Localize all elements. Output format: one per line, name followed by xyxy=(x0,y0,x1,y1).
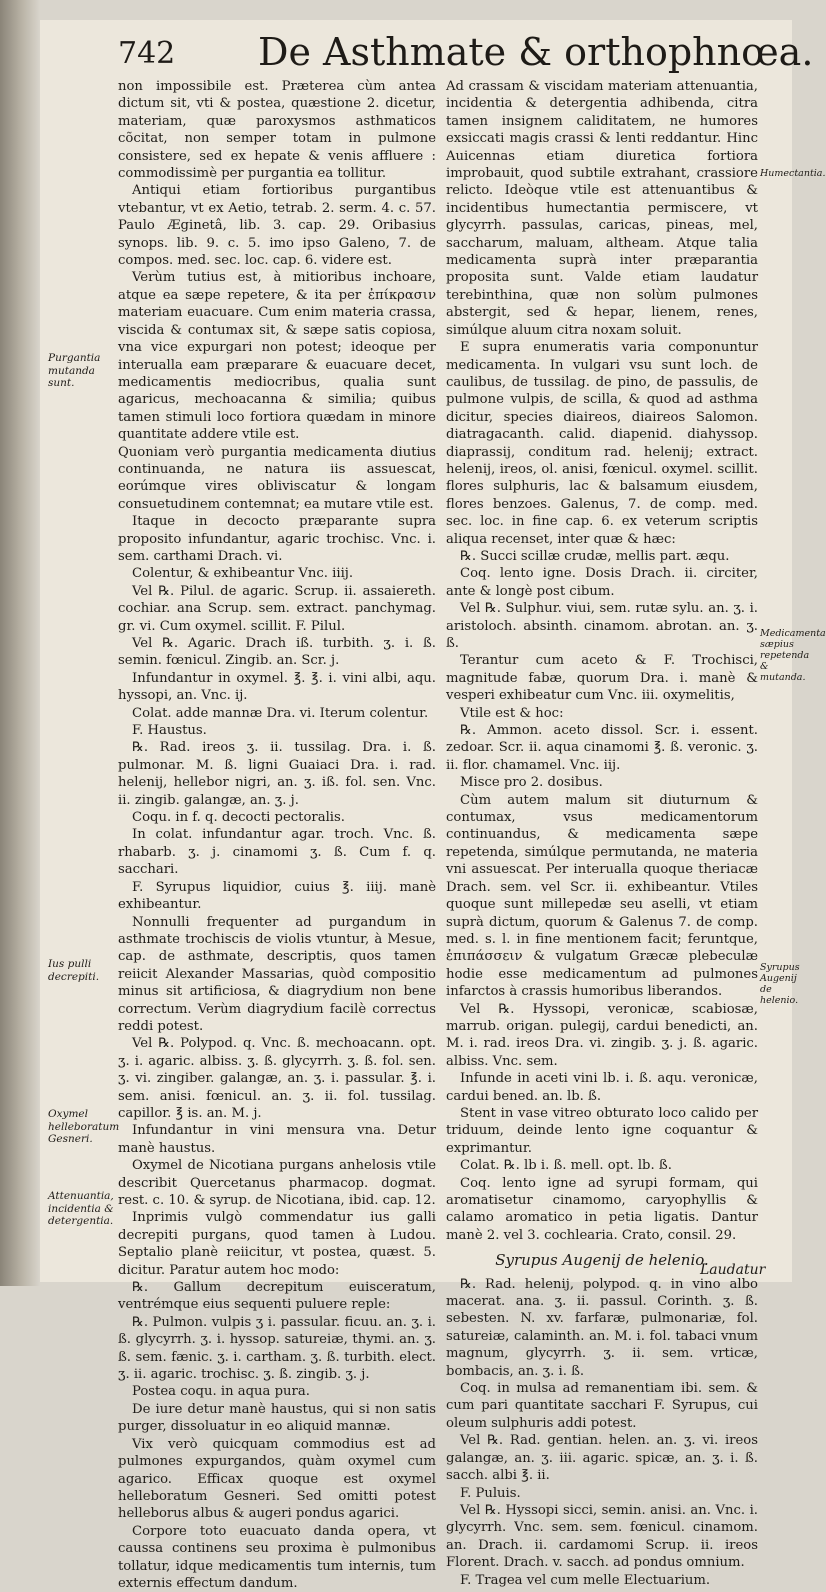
margin-note: Humectantia. xyxy=(760,168,826,179)
running-title: De Asthmate & orthophnœa. xyxy=(258,30,814,74)
recipe: Vel ℞. Rad. gentian. helen. an. ʒ. vi. ireos galangæ, an. ʒ. iii. agaric. spicæ, an. ʒ. i. ß. sacch. albi ℥. ii. xyxy=(446,1433,758,1484)
paragraph: Colat. adde mannæ Dra. vi. Iterum colentur. xyxy=(132,705,429,721)
paragraph: F. Haustus. xyxy=(132,723,207,739)
paragraph: Quoniam verò purgantia medicamenta diutius continuanda, ne natura iis assuescat, eorúmque vires obliviscatur & longam consuetudinem contemnat; ea mutare vtile est. xyxy=(118,444,436,512)
catchword: Laudatur xyxy=(700,1262,766,1278)
recipe: Vel ℞. Polypod. q. Vnc. ß. mechoacann. opt. ʒ. i. agaric. albiss. ʒ. ß. glycyrrh. ʒ. ß. fol. sen. ʒ. vi. zingiber. galangæ, an. ʒ. i. passular. ℥. i. sem. anisi. fœnicul. an. ʒ. ii. fol. tussilag. capillor. ℥ is. an. M. j. xyxy=(118,1036,436,1121)
paragraph: Itaque in decocto præparante supra proposito infundantur, agaric trochisc. Vnc. i. sem. carthami Drach. vi. xyxy=(118,514,436,564)
paragraph: Oxymel de Nicotiana purgans anhelosis vtile describit Quercetanus pharmacop. dogmat. rest. c. 10. & syrup. de Nicotiana, ibid. cap. 12. xyxy=(118,1158,436,1208)
paragraph: Coq. lento igne ad syrupi formam, qui aromatisetur cinamomo, caryophyllis & calamo aromatico in petia ligatis. Dantur manè 2. vel 3. cochlearia. Crato, consil. 29. xyxy=(446,1175,758,1243)
margin-note: Medicamenta sæpius repetenda & mutanda. xyxy=(760,628,826,683)
paragraph: F. Puluis. xyxy=(460,1485,521,1501)
margin-note: Purgantia mutanda sunt. xyxy=(48,352,101,389)
paragraph: Coq. in mulsa ad remanentiam ibi. sem. & cum pari quantitate sacchari F. Syrupus, cui oleum sulphuris addi potest. xyxy=(446,1381,758,1431)
paragraph: Ad crassam & viscidam materiam attenuantia, incidentia & detergentia adhibenda, citra tamen insignem caliditatem, ne humores exsiccati magis crassi & lenti reddantur. Hinc Auicennas etiam diuretica fortiora improbauit, quod subtile extrahant, crassiore relicto. Ideòque vtile est attenuantibus & incidentibus humectantia permiscere, vt glycyrrh. passulas, caricas, pineas, mel, saccharum, maluam, altheam. Atque talia medicamenta suprà inter præparantia proposita sunt. Valde etiam laudatur terebinthina, quæ non solùm pulmones abstergit, sed & hepar, lienem, renes, simúlque aluum citra noxam soluit. xyxy=(446,79,758,338)
paragraph: Inprimis vulgò commendatur ius galli decrepiti purgans, quod tamen à Ludou. Septalio planè reiicitur, vt postea, quæst. 5. dicitur. Paratur autem hoc modo: xyxy=(118,1210,436,1278)
margin-note: Oxymel helleboratum Gesneri. xyxy=(48,1108,120,1145)
paragraph: Stent in vase vitreo obturato loco calido per triduum, deinde lento igne coquantur & exprimantur. xyxy=(446,1105,758,1156)
recipe: ℞. Rad. ireos ʒ. ii. tussilag. Dra. i. ß. pulmonar. M. ß. ligni Guaiaci Dra. i. rad. helenij, hellebor nigri, an. ʒ. iß. fol. sen. Vnc. ii. zingib. galangæ, an. ʒ. j. xyxy=(118,740,436,808)
paragraph: Infunde in aceti vini lb. i. ß. aqu. veronicæ, cardui bened. an. lb. ß. xyxy=(446,1071,758,1104)
recipe: Vel ℞. Hyssopi, veronicæ, scabiosæ, marrub. origan. pulegij, cardui benedicti, an. M. i. rad. ireos Dra. vi. zingib. ʒ. j. ß. agaric. albiss. Vnc. sem. xyxy=(446,1001,758,1069)
paragraph: Terantur cum aceto & F. Trochisci, magnitude fabæ, quorum Dra. i. manè & vesperi exhibeatur cum Vnc. iii. oxymelitis, xyxy=(446,653,758,704)
paragraph: Nonnulli frequenter ad purgandum in asthmate trochiscis de violis vtuntur, à Mesue, cap. de asthmate, descriptis, quos tamen reiicit Alexander Massarias, quòd compositio minus sit artificiosa, & diagrydium non bene correctum. Verùm diagrydium facilè correctus reddi potest. xyxy=(118,914,436,1034)
paragraph: Infundantur in oxymel. ℥. ℥. i. vini albi, aqu. hyssopi, an. Vnc. ij. xyxy=(118,670,436,704)
margin-note: Attenuantia, incidentia & detergentia. xyxy=(48,1190,114,1227)
paragraph: E supra enumeratis varia componuntur medicamenta. In vulgari vsu sunt loch. de caulibus, de tussilag. de pino, de passulis, de pulmone vulpis, de scilla, & quod ad asthma dicitur, species diaireos, diaireos Salomon. diatragacanth. calid. diapenid. diahyssop. diaprassij, conditum rad. helenij; extract. helenij, ireos, ol. anisi, fœnicul. oxymel. scillit. flores sulphuris, lac & balsamum eiusdem, flores benzoes. Galenus, 7. de comp. med. sec. loc. in fine cap. 6. ex veterum scriptis aliqua recenset, inter quæ & hæc: xyxy=(446,340,758,547)
right-column xyxy=(446,78,758,1589)
paragraph: De iure detur manè haustus, qui si non satis purger, dissoluatur in eo aliquid mannæ. xyxy=(118,1401,436,1435)
recipe: ℞. Ammon. aceto dissol. Scr. i. essent. zedoar. Scr. ii. aqua cinamomi ℥. ß. veronic. ʒ. ii. flor. chamamel. Vnc. iij. xyxy=(446,723,758,773)
paragraph: Infundantur in vini mensura vna. Detur manè haustus. xyxy=(118,1123,436,1156)
paragraph: Colat. ℞. lb i. ß. mell. opt. lb. ß. xyxy=(460,1158,672,1174)
margin-note: Ius pulli decrepiti. xyxy=(48,958,100,983)
paragraph: Coq. lento igne. Dosis Drach. ii. circiter, ante & longè post cibum. xyxy=(446,566,758,599)
paragraph: Cùm autem malum sit diuturnum & contumax, vsus medicamentorum continuandus, & medicamenta sæpe repetenda, simúlque permutanda, ne materia vni assuescat. Per interualla quoque theriacæ Drach. sem. vel Scr. ii. exhibeantur. Vtiles quoque sunt millepedæ seu aselli, vt etiam suprà dictum, quorum & Galenus 7. de comp. med. s. l. in fine mentionem facit; feruntque, ἐπιπάσσειν & vulgatum Græcæ plebeculæ hodie esse medicamentum ad pulmones infarctos à crassis humoribus liberandos. xyxy=(446,792,758,1000)
recipe: Vel ℞. Pilul. de agaric. Scrup. ii. assaiereth. cochiar. ana Scrup. sem. extract. panchymag. gr. vi. Cum oxymel. scillit. F. Pilul. xyxy=(118,583,436,634)
paragraph: Coqu. in f. q. decocti pectoralis. xyxy=(132,810,345,826)
paragraph: Corpore toto euacuato danda opera, vt caussa continens seu proxima è pulmonibus tollatur, idque medicamentis tum internis, tum externis effectum dandum. xyxy=(118,1523,436,1591)
recipe: Vel ℞. Hyssopi sicci, semin. anisi. an. Vnc. i. glycyrrh. Vnc. sem. sem. fœnicul. cinamom. an. Drach. ii. cardamomi Scrup. ii. ireos Florent. Drach. v. sacch. ad pondus omnium. xyxy=(446,1502,758,1571)
section-heading: Syrupus Augenij de helenio. xyxy=(495,1251,709,1270)
paragraph: F. Tragea vel cum melle Electuarium. xyxy=(460,1572,711,1588)
paragraph: F. Syrupus liquidior, cuius ℥. iiij. manè exhibeantur. xyxy=(118,879,436,913)
paragraph: In colat. infundantur agar. troch. Vnc. ß. rhabarb. ʒ. j. cinamomi ʒ. ß. Cum f. q. sacchari. xyxy=(118,827,436,878)
recipe: Vel ℞. Sulphur. viui, sem. rutæ sylu. an. ʒ. i. aristoloch. absinth. cinamom. abrotan. an. ʒ. ß. xyxy=(446,601,758,651)
recipe: ℞. Rad. helenij, polypod. q. in vino albo macerat. ana. ʒ. ii. passul. Corinth. ʒ. ß. sebesten. N. xv. farfaræ, pulmonariæ, fol. satureiæ, calaminth. an. M. i. fol. tabaci vnum magnum, glycyrrh. ʒ. ii. sem. vrticæ, bombacis, an. ʒ. i. ß. xyxy=(446,1276,758,1379)
page-number: 742 xyxy=(118,36,176,71)
paragraph: Misce pro 2. dosibus. xyxy=(460,775,603,791)
paragraph: Vix verò quicquam commodius est ad pulmones expurgandos, quàm oxymel cum agarico. Efficax quoque est oxymel helleboratum Gesneri. Sed omitti potest helleborus albus & augeri pondus agarici. xyxy=(118,1436,436,1522)
margin-note: Syrupus Augenij de helenio. xyxy=(760,962,800,1006)
paragraph: non impossibile est. Præterea cùm antea dictum sit, vti & postea, quæstione 2. dicetur, materiam, quæ paroxysmos asthmaticos cõcitat, non semper totam in pulmone consistere, sed ex hepate & venis affluere : commodissimè per purgantia ea tollitur. xyxy=(118,79,436,182)
left-column xyxy=(118,78,436,1592)
recipe: ℞. Pulmon. vulpis ʒ i. passular. ficuu. an. ʒ. i. ß. glycyrrh. ʒ. i. hyssop. satureiæ, thymi. an. ʒ. ß. sem. fænic. ʒ. i. cartham. ʒ. ß. turbith. elect. ʒ. ii. agaric. trochisc. ʒ. ß. zingib. ʒ. j. xyxy=(118,1314,436,1383)
paragraph: Verùm tutius est, à mitioribus inchoare, atque ea sæpe repetere, & ita per ἐπίκρασιν materiam euacuare. Cum enim materia crassa, viscida & contumax sit, & sæpe satis copiosa, vna vice expurgari non potest; ideoque per interualla eam præparare & euacuare decet, medicamentis mediocribus, qualia sunt agaricus, mechoacanna & similia; quibus tamen stimuli loco fortiora quædam in minore quantitate addere vtile est. xyxy=(118,270,436,443)
paragraph: Antiqui etiam fortioribus purgantibus vtebantur, vt ex Aetio, tetrab. 2. serm. 4. c. 57. Paulo Æginetâ, lib. 3. cap. 29. Oribasius synops. lib. 9. c. 5. imo ipso Galeno, 7. de compos. med. sec. loc. cap. 6. videre est. xyxy=(118,183,436,269)
recipe: Vel ℞. Agaric. Drach iß. turbith. ʒ. i. ß. semin. fœnicul. Zingib. an. Scr. j. xyxy=(118,636,436,669)
recipe: ℞. Gallum decrepitum euisceratum, ventrémque eius sequenti puluere reple: xyxy=(118,1280,436,1313)
paragraph: Vtile est & hoc: xyxy=(460,705,564,721)
recipe: ℞. Succi scillæ crudæ, mellis part. æqu. xyxy=(460,548,730,564)
book-spine-shadow xyxy=(0,0,40,1286)
paragraph: Postea coqu. in aqua pura. xyxy=(132,1384,310,1400)
paragraph: Colentur, & exhibeantur Vnc. iiij. xyxy=(132,566,354,582)
